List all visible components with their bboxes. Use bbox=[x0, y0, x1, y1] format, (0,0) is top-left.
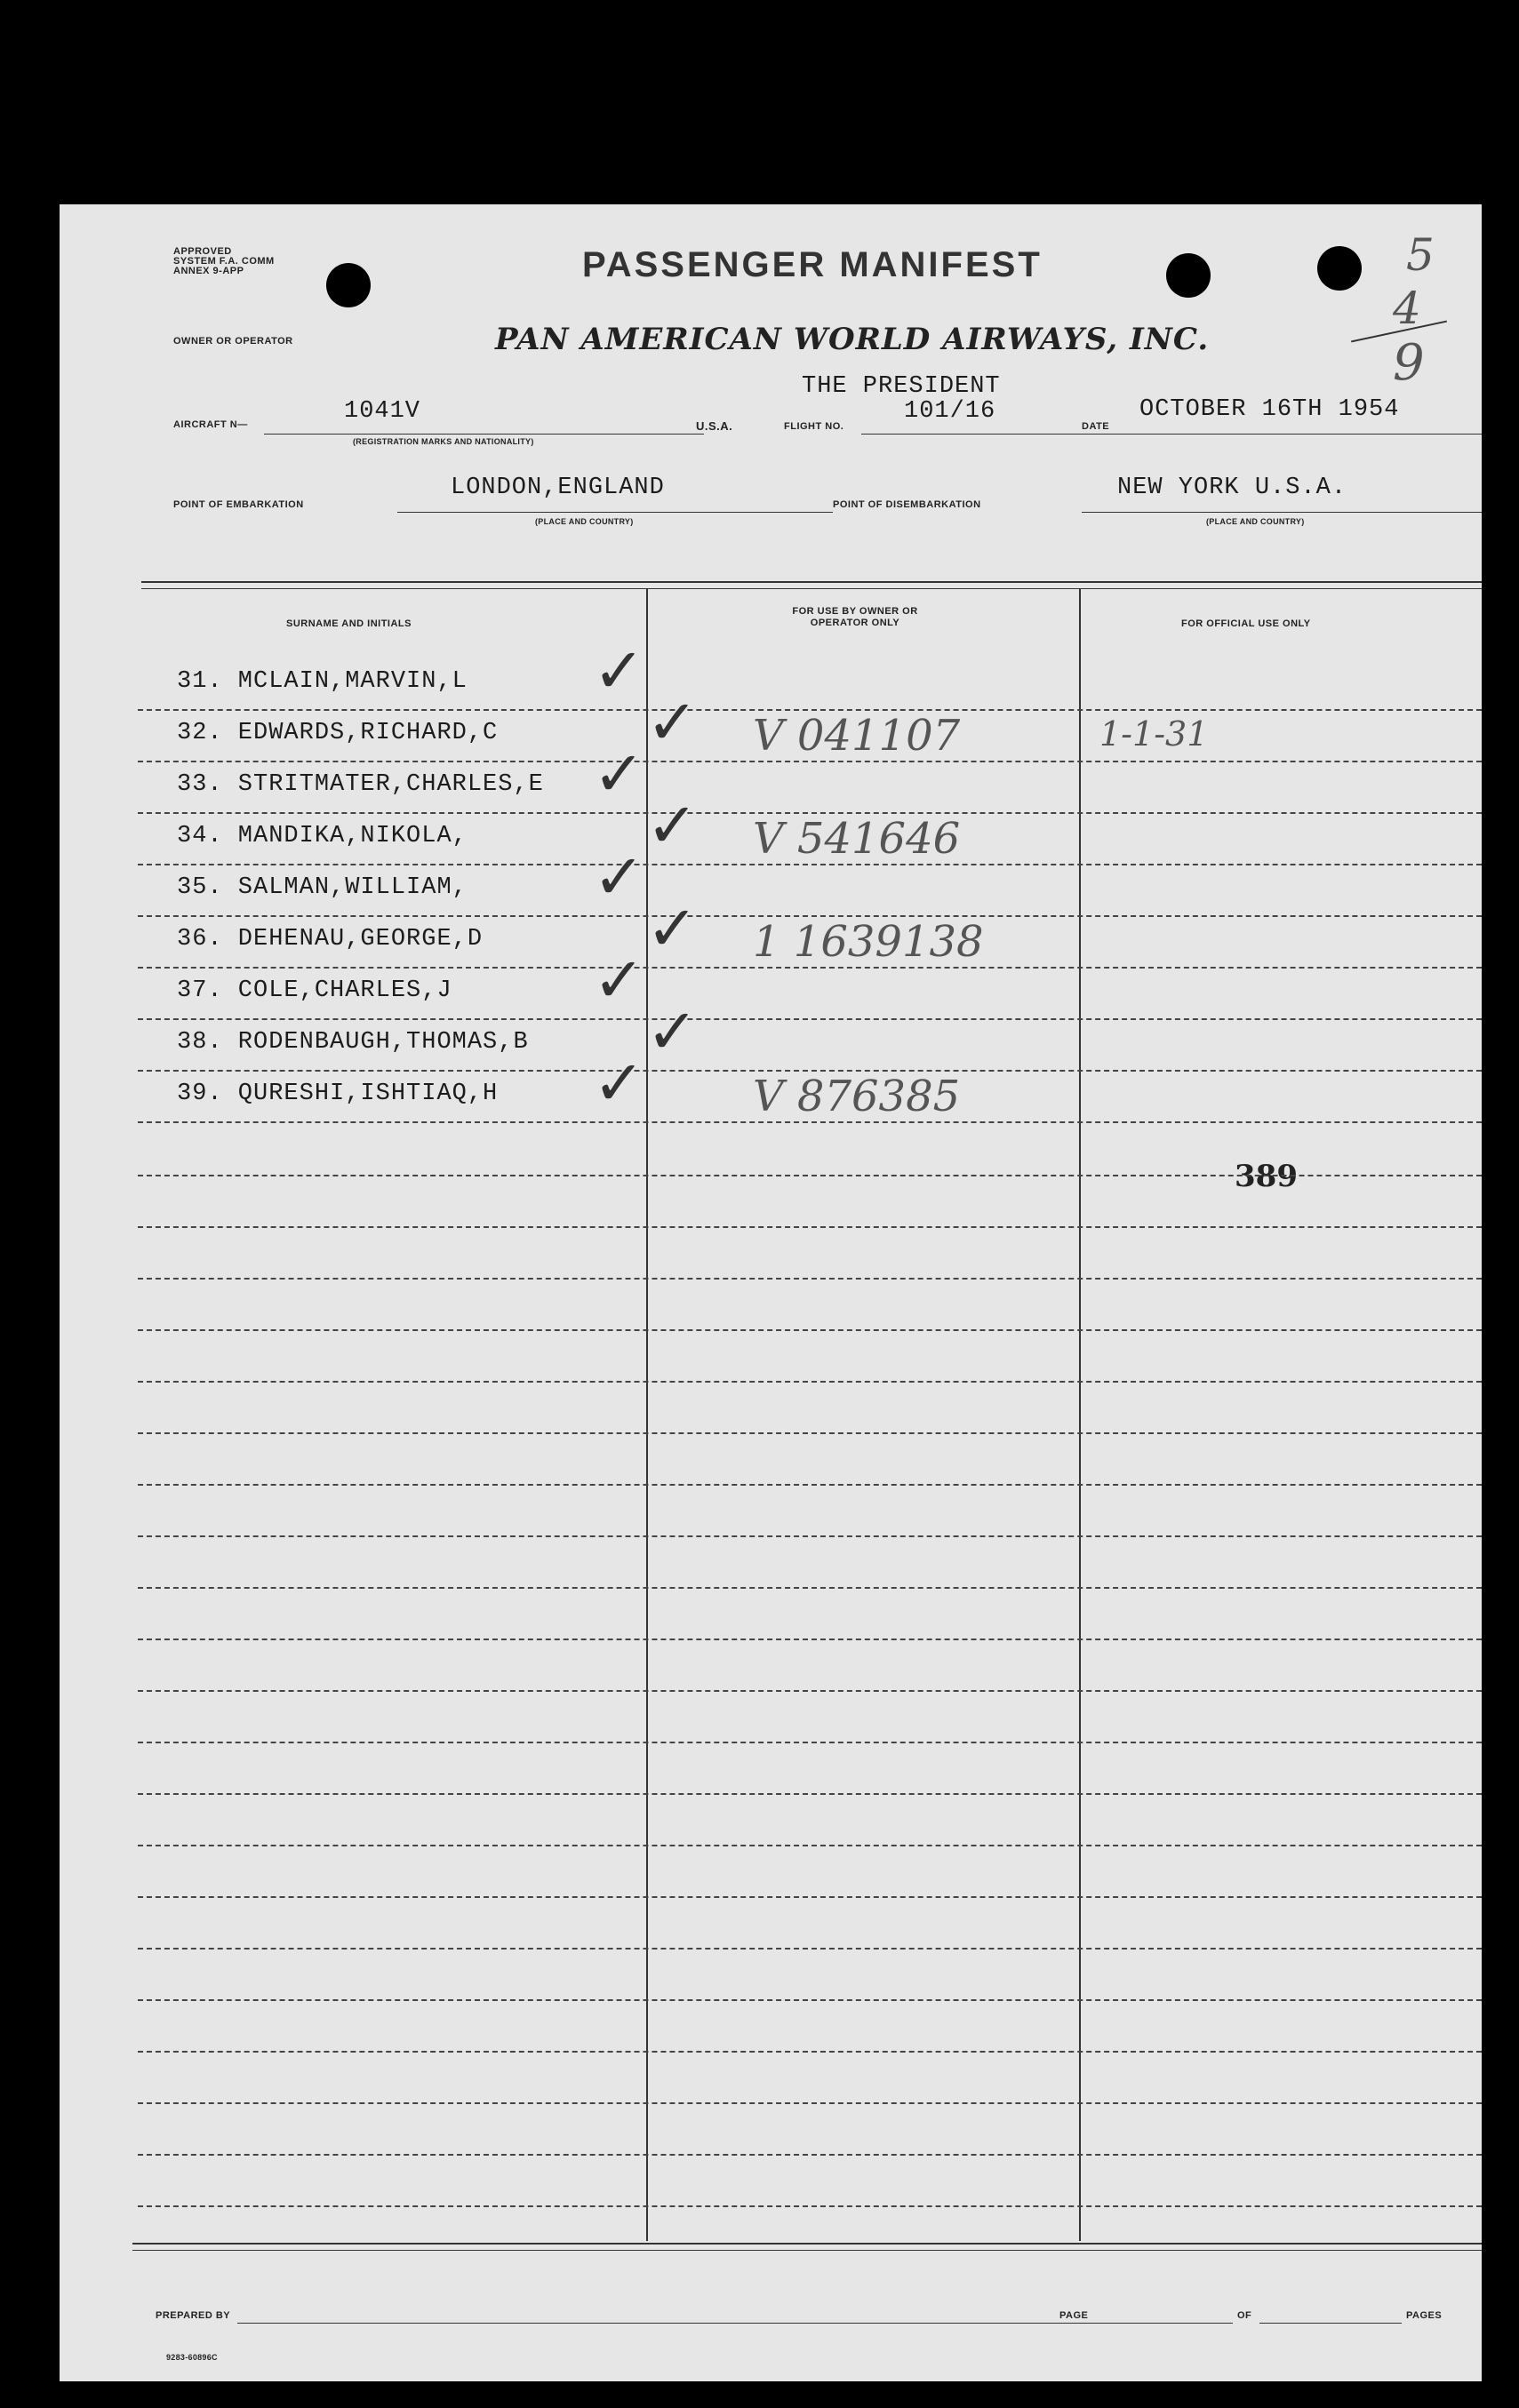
passenger-name: 35. SALMAN,WILLIAM, bbox=[177, 874, 468, 901]
check-mark-icon: ✓ bbox=[593, 738, 645, 810]
embark-label: POINT OF EMBARKATION bbox=[173, 499, 304, 510]
blank-row-rule bbox=[138, 1948, 1482, 1950]
form-number: 9283-60896C bbox=[166, 2353, 218, 2362]
blank-row-rule bbox=[138, 1381, 1482, 1383]
table-row bbox=[60, 892, 1482, 969]
aircraft-caption: (REGISTRATION MARKS AND NATIONALITY) bbox=[353, 437, 534, 446]
owner-note: V 876385 bbox=[753, 1072, 961, 1121]
passenger-name: 38. RODENBAUGH,THOMAS,B bbox=[177, 1029, 529, 1056]
embark-line bbox=[397, 512, 833, 513]
check-mark-icon: ✓ bbox=[646, 995, 699, 1068]
blank-row-rule bbox=[138, 1845, 1482, 1846]
blank-row-rule bbox=[138, 2205, 1482, 2207]
blank-row-rule bbox=[138, 1896, 1482, 1898]
table-row bbox=[60, 738, 1482, 814]
owner-note: V 541646 bbox=[753, 814, 961, 864]
table-bottom-rule-2 bbox=[132, 2250, 1482, 2251]
of-line bbox=[1259, 2323, 1402, 2324]
table-top-rule-2 bbox=[141, 588, 1482, 589]
owner-note: 1 1639138 bbox=[753, 917, 984, 967]
aircraft-label: AIRCRAFT N— bbox=[173, 419, 248, 430]
blank-row-rule bbox=[138, 2154, 1482, 2156]
prepared-by-label: PREPARED BY bbox=[156, 2310, 231, 2321]
check-mark-icon: ✓ bbox=[593, 634, 645, 707]
nationality-label: U.S.A. bbox=[696, 419, 733, 433]
approved-line: ANNEX 9-APP bbox=[173, 266, 244, 276]
blank-row-rule bbox=[138, 1175, 1482, 1176]
margin-note-bottom: 9 bbox=[1393, 334, 1425, 392]
check-mark-icon: ✓ bbox=[593, 1047, 645, 1120]
punch-hole bbox=[326, 263, 371, 307]
stamp-number: 389 bbox=[1235, 1159, 1298, 1194]
column-header-official: FOR OFFICIAL USE ONLY bbox=[1181, 618, 1311, 629]
passenger-name: 37. COLE,CHARLES,J bbox=[177, 977, 452, 1004]
flight-value: 101/16 bbox=[904, 398, 996, 425]
table-bottom-rule bbox=[132, 2243, 1482, 2245]
blank-row-rule bbox=[138, 1793, 1482, 1795]
check-mark-icon: ✓ bbox=[593, 944, 645, 1017]
aircraft-value: 1041V bbox=[344, 398, 421, 425]
page-label: PAGE bbox=[1059, 2310, 1089, 2321]
check-mark-icon: ✓ bbox=[593, 841, 645, 913]
disembark-value: NEW YORK U.S.A. bbox=[1117, 474, 1347, 501]
blank-row-rule bbox=[138, 2102, 1482, 2104]
table-row bbox=[60, 634, 1482, 711]
owner-value: PAN AMERICAN WORLD AIRWAYS, INC. bbox=[495, 322, 1210, 357]
approved-stamp bbox=[173, 247, 275, 276]
punch-hole bbox=[1317, 246, 1362, 291]
punch-hole bbox=[1166, 253, 1211, 298]
blank-row-rule bbox=[138, 1329, 1482, 1331]
check-mark-icon: ✓ bbox=[646, 892, 699, 965]
column-header-owner bbox=[771, 606, 939, 629]
passenger-name: 33. STRITMATER,CHARLES,E bbox=[177, 771, 544, 798]
margin-note-top: 5 bbox=[1406, 229, 1435, 281]
passenger-name: 36. DEHENAU,GEORGE,D bbox=[177, 926, 484, 953]
blank-row-rule bbox=[138, 1535, 1482, 1537]
blank-row-rule bbox=[138, 1999, 1482, 2001]
check-mark-icon: ✓ bbox=[646, 686, 699, 759]
page-line bbox=[1099, 2323, 1233, 2324]
table-row bbox=[60, 1047, 1482, 1123]
passenger-name: 32. EDWARDS,RICHARD,C bbox=[177, 720, 499, 746]
owner-label: OWNER OR OPERATOR bbox=[173, 336, 293, 347]
owner-note: V 041107 bbox=[753, 711, 961, 761]
embark-value: LONDON,ENGLAND bbox=[451, 474, 665, 501]
passenger-name: 39. QURESHI,ISHTIAQ,H bbox=[177, 1080, 499, 1107]
blank-row-rule bbox=[138, 2051, 1482, 2053]
table-row bbox=[60, 789, 1482, 865]
prepared-by-line bbox=[237, 2323, 1108, 2324]
date-line bbox=[1117, 434, 1482, 435]
blank-row-rule bbox=[138, 1587, 1482, 1589]
flight-name: THE PRESIDENT bbox=[802, 373, 1001, 400]
blank-row-rule bbox=[138, 1226, 1482, 1228]
table-row bbox=[60, 995, 1482, 1072]
table-top-rule bbox=[141, 581, 1482, 583]
disembark-line bbox=[1082, 512, 1482, 513]
approved-line: APPROVED bbox=[173, 246, 232, 257]
date-label: DATE bbox=[1082, 421, 1110, 432]
approved-line: SYSTEM F.A. COMM bbox=[173, 256, 275, 267]
margin-note-mid: 4 bbox=[1393, 283, 1421, 334]
blank-row-rule bbox=[138, 1690, 1482, 1692]
column-header-surname: SURNAME AND INITIALS bbox=[286, 618, 412, 629]
blank-row-rule bbox=[138, 1278, 1482, 1280]
of-label: OF bbox=[1237, 2310, 1252, 2321]
check-mark-icon: ✓ bbox=[646, 789, 699, 862]
flight-line bbox=[861, 434, 1119, 435]
blank-row-rule bbox=[138, 1432, 1482, 1434]
embark-caption: (PLACE AND COUNTRY) bbox=[535, 517, 634, 526]
row-rule bbox=[138, 1121, 1482, 1123]
blank-row-rule bbox=[138, 1742, 1482, 1743]
official-note: 1-1-31 bbox=[1099, 714, 1209, 753]
table-row bbox=[60, 841, 1482, 917]
aircraft-line bbox=[264, 434, 704, 435]
disembark-label: POINT OF DISEMBARKATION bbox=[833, 499, 981, 510]
blank-row-rule bbox=[138, 1484, 1482, 1486]
blank-row-rule bbox=[138, 1639, 1482, 1640]
page-title: PASSENGER MANIFEST bbox=[582, 245, 1043, 284]
disembark-caption: (PLACE AND COUNTRY) bbox=[1206, 517, 1305, 526]
date-value: OCTOBER 16TH 1954 bbox=[1139, 396, 1400, 423]
passenger-name: 31. MCLAIN,MARVIN,L bbox=[177, 668, 468, 695]
flight-label: FLIGHT NO. bbox=[784, 421, 844, 432]
passenger-name: 34. MANDIKA,NIKOLA, bbox=[177, 823, 468, 849]
column-header-owner-text: FOR USE BY OWNER OR OPERATOR ONLY bbox=[792, 606, 918, 628]
table-row bbox=[60, 944, 1482, 1020]
pages-label: PAGES bbox=[1406, 2310, 1443, 2321]
table-row bbox=[60, 686, 1482, 762]
manifest-page bbox=[60, 204, 1482, 2381]
